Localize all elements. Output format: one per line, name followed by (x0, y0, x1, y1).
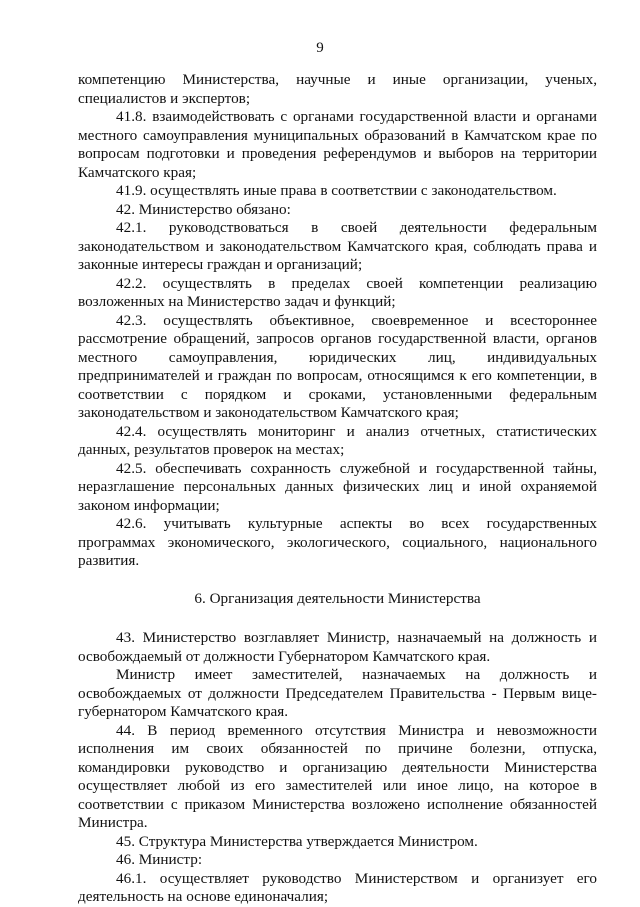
paragraph-46-1: 46.1. осуществляет руководство Министерством и организует его деятельность на основе единоначалия; (78, 869, 597, 905)
paragraph-42-4: 42.4. осуществлять мониторинг и анализ отчетных, статистических данных, результатов проверок на местах; (78, 422, 597, 458)
paragraph-42: 42. Министерство обязано: (116, 200, 291, 218)
paragraph-deputies: Министр имеет заместителей, назначаемых на должность и освобождаемых от должности Председателем Правительства - Первым вице-губернатором Камчатского края. (78, 666, 597, 720)
paragraph-42-5: 42.5. обеспечивать сохранность служебной и государственной тайны, неразглашение персональных данных физических лиц и иной охраняемой законом информации; (78, 459, 597, 514)
paragraph-41-8: 41.8. взаимодействовать с органами государственной власти и органами местного самоуправления муниципальных образований в Камчатском крае по вопросам подготовки и проведения референдумов и выборов на территории Камчатского края; (78, 108, 597, 181)
paragraph-continuation: компетенцию Министерства, научные и иные организации, ученых, специалистов и экспертов; (78, 71, 597, 107)
paragraph-46: 46. Министр: (116, 851, 203, 868)
section-heading: 6. Организация деятельности Министерства (194, 589, 481, 607)
paragraph-42-2: 42.2. осуществлять в пределах своей компетенции реализацию возложенных на Министерство задач и функций; (78, 274, 597, 310)
paragraph-44: 44. В период временного отсутствия Министра и невозможности исполнения им своих обязанностей по причине болезни, отпуска, командировки руководство и организацию деятельности Министерства осуществляет любой из его заместителей или иное лицо, на которое в соответствии с приказом Министерства возложено исполнение обязанностей Министра. (78, 721, 597, 831)
document-body (78, 71, 597, 907)
page-number: 9 (316, 40, 324, 56)
paragraph-42-3: 42.3. осуществлять объективное, своевременное и всестороннее рассмотрение обращений, запросов органов государственной власти, органов местного самоуправления, юридических лиц, индивидуальных предпринимателей и граждан по вопросам, относящимся к его компетенции, в соответствии с порядком и сроками, установленными федеральным законодательством и законодательством Камчатского края; (78, 311, 597, 421)
paragraph-42-1: 42.1. руководствоваться в своей деятельности федеральным законодательством и законодательством Камчатского края, соблюдать права и законные интересы граждан и организаций; (78, 219, 597, 273)
paragraph-42-6: 42.6. учитывать культурные аспекты во всех государственных программах экономического, экологического, социального, национального развития. (78, 515, 597, 569)
paragraph-43: 43. Министерство возглавляет Министр, назначаемый на должность и освобождаемый от должности Губернатором Камчатского края. (78, 629, 597, 665)
paragraph-45: 45. Структура Министерства утверждается Министром. (116, 832, 478, 850)
paragraph-41-9: 41.9. осуществлять иные права в соответствии с законодательством. (116, 182, 557, 199)
